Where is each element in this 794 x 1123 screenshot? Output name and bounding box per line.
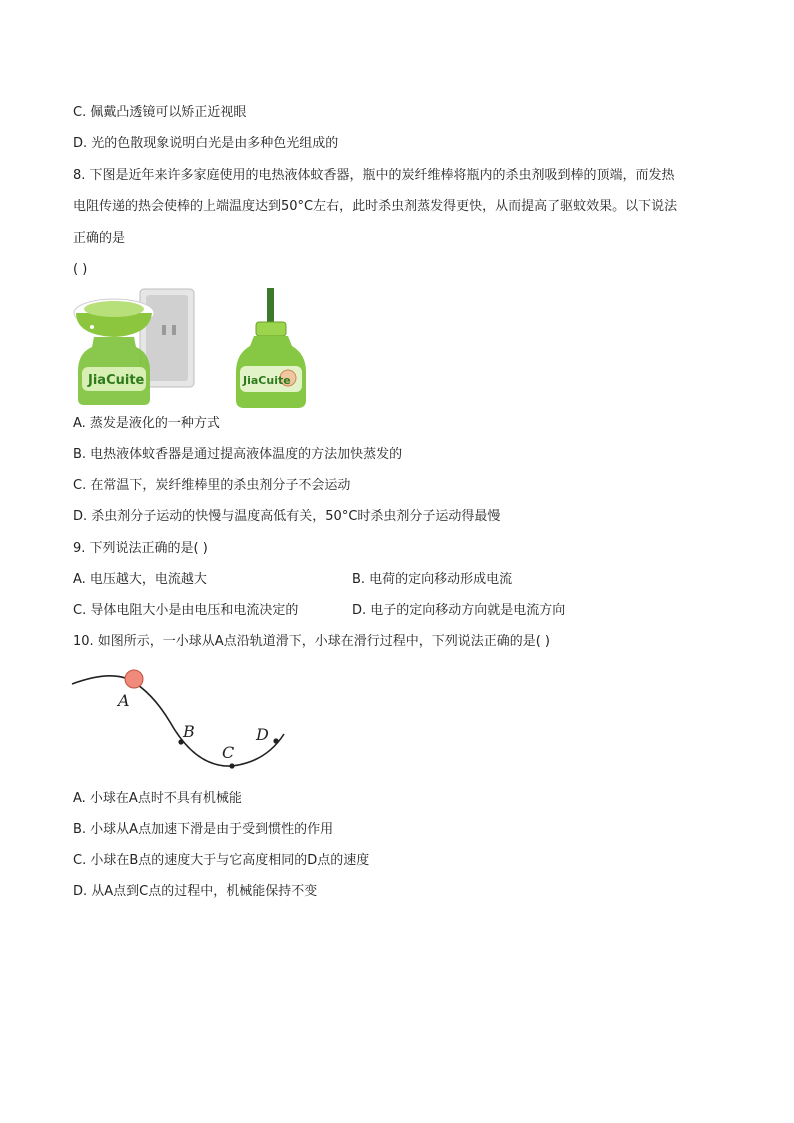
q7-option-d: D. 光的色散现象说明白光是由多种色光组成的: [73, 136, 339, 151]
q7-option-c: C. 佩戴凸透镜可以矫正近视眼: [73, 105, 247, 120]
brand-label-2: JiaCuite: [243, 374, 291, 387]
q9-option-d: D. 电子的定向移动方向就是电流方向: [352, 603, 566, 618]
label-a: A: [118, 691, 130, 710]
q9-option-a: A. 电压越大，电流越大: [73, 572, 207, 587]
q10-option-a: A. 小球在A点时不具有机械能: [73, 791, 242, 806]
q8-option-b: B. 电热液体蚊香器是通过提高液体温度的方法加快蒸发的: [73, 447, 403, 462]
q8-stem-line1: 8. 下图是近年来许多家庭使用的电热液体蚊香器，瓶中的炭纤维棒将瓶内的杀虫剂吸到棒的顶端，而发热: [73, 168, 675, 183]
q10-stem: 10. 如图所示，一小球从A点沿轨道滑下，小球在滑行过程中，下列说法正确的是( ): [73, 634, 550, 649]
q8-answer-blank: ( ): [73, 262, 88, 277]
mosquito-liquid-bottle-image: [234, 288, 308, 410]
label-b: B: [183, 722, 195, 741]
label-c: C: [222, 743, 235, 762]
track-diagram: [70, 664, 290, 776]
q10-option-b: B. 小球从A点加速下滑是由于受到惯性的作用: [73, 822, 334, 837]
label-d: D: [256, 725, 269, 744]
ball: [125, 670, 143, 688]
q8-option-a: A. 蒸发是液化的一种方式: [73, 416, 220, 431]
q10-option-c: C. 小球在B点的速度大于与它高度相同的D点的速度: [73, 853, 370, 868]
q9-option-b: B. 电荷的定向移动形成电流: [352, 572, 513, 587]
q8-stem-line3: 正确的是: [73, 231, 126, 246]
point-c-dot: [229, 763, 234, 768]
q8-option-d: D. 杀虫剂分子运动的快慢与温度高低有关，50°C时杀虫剂分子运动得最慢: [73, 509, 501, 524]
brand-label: JiaCuite: [88, 373, 145, 388]
q9-option-c: C. 导体电阻大小是由电压和电流决定的: [73, 603, 299, 618]
q10-option-d: D. 从A点到C点的过程中，机械能保持不变: [73, 884, 318, 899]
q9-stem: 9. 下列说法正确的是( ): [73, 541, 208, 556]
q8-stem-line2: 电阻传递的热会使棒的上端温度达到50°C左右，此时杀虫剂蒸发得更快，从而提高了驱蚊效果。以下说法: [73, 199, 678, 214]
q8-option-c: C. 在常温下，炭纤维棒里的杀虫剂分子不会运动: [73, 478, 351, 493]
point-d-dot: [273, 738, 278, 743]
mosquito-repeller-plugged-image: [72, 287, 196, 409]
